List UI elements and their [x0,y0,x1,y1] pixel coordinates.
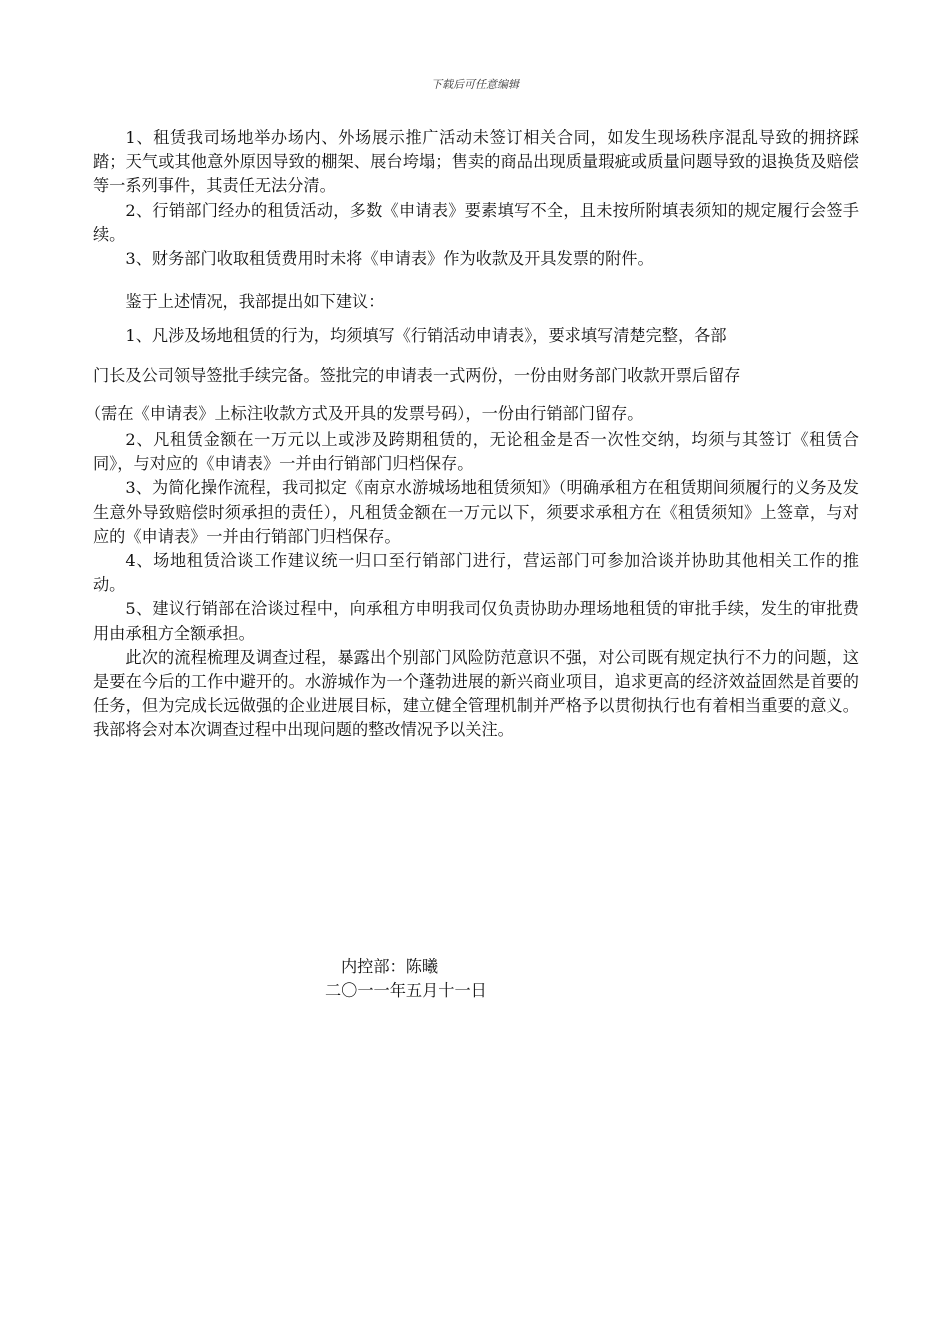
suggestion-1-line2: 门长及公司领导签批手续完备。签批完的申请表一式两份，一份由财务部门收款开票后留存 [93,366,741,385]
suggestions-section [93,428,859,743]
suggestion-intro: 鉴于上述情况，我部提出如下建议： [125,292,385,311]
suggestion-1-section [93,324,859,348]
suggestion-5: 5、建议行销部在洽谈过程中，向承租方申明我司仅负责协助办理场地租赁的审批手续，发生的审批费用由承租方全额承担。 [93,599,859,643]
signature-dept: 内控部：陈曦 [341,957,439,976]
finding-1: 1、租赁我司场地举办场内、外场展示推广活动未签订相关合同，如发生现场秩序混乱导致的拥挤踩踏；天气或其他意外原因导致的棚架、展台垮塌；售卖的商品出现质量瑕疵或质量问题导致的退换货及赔偿等一系列事件，其责任无法分清。 [93,128,859,196]
suggestion-3: 3、为简化操作流程，我司拟定《南京水游城场地租赁须知》（明确承租方在租赁期间须履行的义务及发生意外导致赔偿时须承担的责任），凡租赁金额在一万元以下，须要求承租方在《租赁须知》上签章，与对应的《申请表》一并由行销部门归档保存。 [93,478,859,546]
page-header-note: 下载后可任意编辑 [431,78,519,91]
finding-2: 2、行销部门经办的租赁活动，多数《申请表》要素填写不全，且未按所附填表须知的规定履行会签手续。 [93,200,859,244]
findings-section [93,126,859,271]
suggestion-1-line3: （需在《申请表》上标注收款方式及开具的发票号码），一份由行销部门留存。 [85,404,644,423]
suggestion-2: 2、凡租赁金额在一万元以上或涉及跨期租赁的，无论租金是否一次性交纳，均须与其签订《租赁合同》，与对应的《申请表》一并由行销部门归档保存。 [93,430,859,474]
suggestion-4: 4、场地租赁洽谈工作建议统一归口至行销部门进行，营运部门可参加洽谈并协助其他相关工作的推动。 [93,551,859,595]
closing-paragraph: 此次的流程梳理及调查过程，暴露出个别部门风险防范意识不强，对公司既有规定执行不力的问题，这是要在今后的工作中避开的。水游城作为一个蓬勃进展的新兴商业项目，追求更高的经济效益固然是首要的任务，但为完成长远做强的企业进展目标，建立健全管理机制并严格予以贯彻执行也有着相当重要的意义。我部将会对本次调查过程中出现问题的整改情况予以关注。 [93,647,859,740]
finding-3: 3、财务部门收取租赁费用时未将《申请表》作为收款及开具发票的附件。 [125,249,654,269]
signature-date: 二〇一一年五月十一日 [325,981,487,1000]
suggestion-intro-section [93,290,859,314]
suggestion-1-line1: 1、凡涉及场地租赁的行为，均须填写《行销活动申请表》，要求填写清楚完整，各部 [125,326,727,345]
